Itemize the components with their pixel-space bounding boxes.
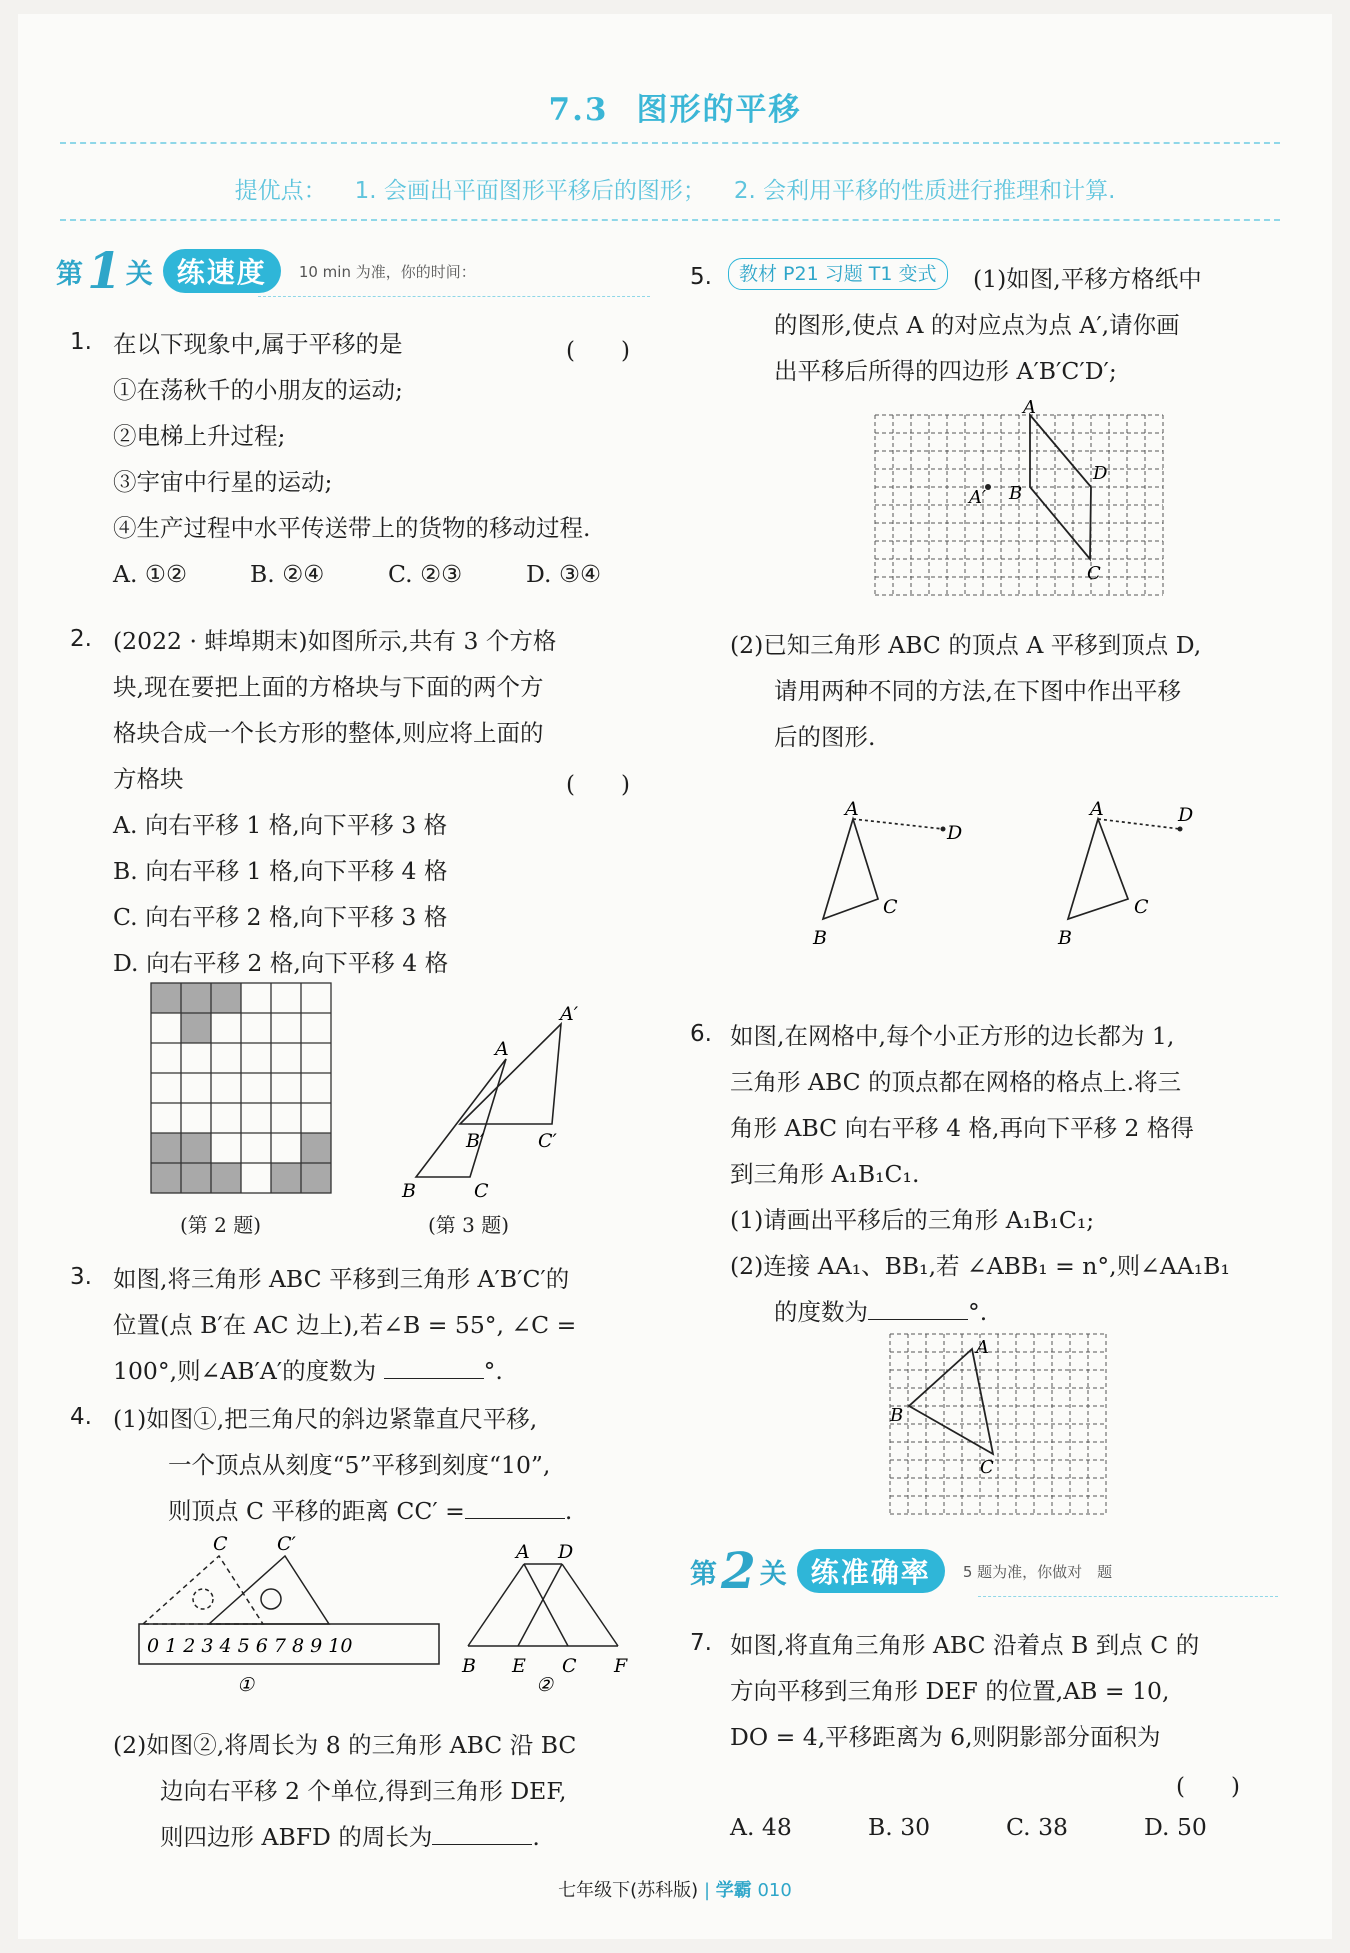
q4-fig2-label-a: A [516,1541,530,1563]
q3-line3-unit: °. [483,1357,503,1385]
q6-grid-figure [888,1329,1108,1529]
section-number: 7.3 [548,92,609,128]
title-divider-top [60,142,1280,144]
section-title: 图形的平移 [636,92,802,128]
section2-num: 2 [721,1541,756,1600]
q4-fig2-label-b: B [462,1655,476,1677]
q6-line: 到三角形 A₁B₁C₁. [730,1160,920,1188]
q2-grid-figure [150,982,332,1194]
q4-fig2-label-d: D [558,1541,574,1563]
q4-line: (2)如图②,将周长为 8 的三角形 ABC 沿 BC [113,1731,577,1759]
q4-fig2-number: ② [536,1674,554,1694]
q6-part1: (1)请画出平移后的三角形 A₁B₁C₁; [730,1206,1095,1234]
footer-grade: 七年级下(苏科版) [558,1880,699,1901]
q3-label-b: B [402,1180,416,1202]
q6-line: 如图,在网格中,每个小正方形的边长都为 1, [730,1022,1175,1050]
tip-label: 提优点： [234,178,327,204]
q7-answer-paren: ( ) [1176,1774,1240,1800]
q3-label-a-prime: A′ [560,1003,579,1025]
q2-option-c: C. 向右平移 2 格,向下平移 3 格 [113,903,448,931]
q5-label-a: A [1023,399,1036,418]
q5-line: 出平移后所得的四边形 A′B′C′D′; [774,357,1117,385]
section1-time-note: 10 min 为准，你的时间： [298,262,476,281]
q2-option-a: A. 向右平移 1 格,向下平移 3 格 [113,811,448,839]
q4-p2-end: . [532,1823,540,1851]
q4-p2-text: 则四边形 ABFD 的周长为 [160,1823,433,1851]
section2-header [690,1541,1113,1600]
footer-separator: | [703,1880,711,1901]
q4-fig1-number: ① [237,1674,255,1694]
q3-triangle-figure [388,999,588,1204]
section2-underline [978,1596,1278,1597]
page-number: 010 [757,1880,792,1901]
q5-fig2b-label-b: B [1058,927,1072,949]
q4-fig1-label-c: C [213,1534,228,1555]
q2-answer-paren: ( ) [566,772,630,798]
q6-number: 6. [690,1021,712,1047]
q6-part2-line1: (2)连接 AA₁、BB₁,若 ∠ABB₁ = n°,则∠AA₁B₁ [730,1252,1230,1280]
q1-option-b: B. ②④ [250,560,325,588]
q7-option-d: D. 50 [1144,1813,1207,1841]
tip-2: 2. 会利用平移的性质进行推理和计算. [733,178,1116,204]
q5-label-b: B [1009,483,1023,504]
q3-line: 如图,将三角形 ABC 平移到三角形 A′B′C′的 [113,1265,570,1293]
q1-option-d: D. ③④ [526,560,602,588]
q5-tag-text: 教材 P21 习题 T1 变式 [728,258,948,290]
q5-label-c: C [1087,563,1101,584]
q4-line: 边向右平移 2 个单位,得到三角形 DEF, [160,1777,567,1805]
section2-di: 第 [690,1558,717,1590]
q1-option-a: A. ①② [113,560,188,588]
q5-triangle-figure-2 [1028,799,1208,949]
section1-guan: 关 [125,258,153,290]
title-divider-bottom [60,219,1280,221]
q6-label-c: C [980,1457,994,1478]
q4-line: (1)如图①,把三角尺的斜边紧靠直尺平移, [113,1405,538,1433]
q5-line: 请用两种不同的方法,在下图中作出平移 [774,677,1181,705]
section1-header [56,241,476,300]
section2-score-note: 5 题为准，你做对 题 [962,1562,1113,1581]
q5-label-d: D [1093,463,1108,484]
q4-fig2-label-e: E [512,1655,526,1677]
q5-fig2a-label-d: D [947,822,963,844]
q5-line: (2)已知三角形 ABC 的顶点 A 平移到顶点 D, [730,631,1202,659]
q1-item: ②电梯上升过程; [113,422,286,450]
q6-answer-blank[interactable] [868,1295,968,1320]
q3-line3-text: 100°,则∠AB′A′的度数为 [113,1357,377,1385]
q6-p2-unit: °. [968,1298,988,1326]
q1-item: ④生产过程中水平传送带上的货物的移动过程. [113,514,591,542]
q5-triangle-figure-1 [793,799,973,949]
q3-label-b-prime: B′ [466,1130,485,1152]
q2-option-d: D. 向右平移 2 格,向下平移 4 格 [113,949,449,977]
q4-line-3 [168,1488,572,1534]
section1-name: 练速度 [163,249,281,293]
q3-line: 位置(点 B′在 AC 边上),若∠B = 55°, ∠C = [113,1311,577,1339]
q1-answer-paren: ( ) [566,338,630,364]
page-title [18,84,1332,129]
q6-line: 三角形 ABC 的顶点都在网格的格点上.将三 [730,1068,1182,1096]
q5-fig2a-label-b: B [813,927,827,949]
q4-p1-text: 则顶点 C 平移的距离 CC′ = [168,1497,465,1525]
q5-line: 的图形,使点 A 的对应点为点 A′,请你画 [774,311,1180,339]
q3-label-a: A [495,1038,509,1060]
q4-p1-answer-blank[interactable] [465,1494,565,1519]
q7-number: 7. [690,1630,712,1656]
q2-number: 2. [70,626,92,652]
q4-translation-figure [458,1534,638,1694]
q1-stem: 在以下现象中,属于平移的是 [113,330,403,358]
q1-item: ①在荡秋千的小朋友的运动; [113,376,403,404]
q5-fig2b-label-d: D [1178,804,1194,826]
q3-figure-caption: (第 3 题) [428,1213,510,1237]
q2-figure-caption: (第 2 题) [180,1213,262,1237]
q5-grid-figure [873,399,1168,599]
section1-num: 1 [87,241,122,300]
q7-line: DO = 4,平移距离为 6,则阴影部分面积为 [730,1723,1161,1751]
tip-line [18,172,1332,205]
q2-option-b: B. 向右平移 1 格,向下平移 4 格 [113,857,448,885]
q7-option-b: B. 30 [868,1813,931,1841]
q5-label-a-prime: A′ [969,487,987,508]
q5-line: (1)如图,平移方格纸中 [973,265,1202,293]
q1-number: 1. [70,329,92,355]
q6-p2-text: 的度数为 [774,1298,868,1326]
q5-fig2b-label-a: A [1090,799,1104,820]
section1-di: 第 [56,258,83,290]
q3-label-c: C [474,1180,489,1202]
footer-brand: 学霸 [715,1880,752,1901]
q4-fig1-label-c-prime: C′ [277,1534,296,1555]
q4-fig2-label-c: C [562,1655,577,1677]
q5-line: 后的图形. [774,723,876,751]
q2-line: 方格块 [113,765,184,793]
section1-underline [258,296,650,297]
q4-ruler-figure [133,1534,445,1694]
q5-fig2b-label-c: C [1134,896,1149,918]
section2-guan: 关 [759,1558,787,1590]
q5-fig2a-label-a: A [845,799,859,820]
q5-number: 5. [690,264,712,290]
workbook-page [18,14,1332,1939]
q6-label-a: A [976,1337,989,1358]
q3-number: 3. [70,1264,92,1290]
q2-line: 格块合成一个长方形的整体,则应将上面的 [113,719,544,747]
tip-1: 1. 会画出平面图形平移后的图形； [354,178,706,204]
section2-name: 练准确率 [797,1549,945,1593]
q6-label-b: B [890,1405,904,1426]
q7-option-c: C. 38 [1006,1813,1068,1841]
q7-option-a: A. 48 [730,1813,792,1841]
q3-line-3 [113,1348,503,1394]
q7-line: 方向平移到三角形 DEF 的位置,AB = 10, [730,1677,1170,1705]
q1-item: ③宇宙中行星的运动; [113,468,333,496]
q7-line: 如图,将直角三角形 ABC 沿着点 B 到点 C 的 [730,1631,1200,1659]
q3-answer-blank[interactable] [384,1354,484,1379]
q4-p1-end: . [564,1497,573,1525]
q4-fig2-label-f: F [614,1655,628,1677]
q5-source-tag [728,258,948,290]
q6-line: 角形 ABC 向右平移 4 格,再向下平移 2 格得 [730,1114,1194,1142]
q2-line: (2022 · 蚌埠期末)如图所示,共有 3 个方格 [113,627,557,655]
q3-label-c-prime: C′ [538,1130,557,1152]
q4-p2-answer-blank[interactable] [432,1820,532,1845]
page-footer [18,1876,1332,1902]
q5-fig2a-label-c: C [883,896,898,918]
q4-p2-line-3 [160,1814,540,1860]
ruler-scale: 0 1 2 3 4 5 6 7 8 9 10 [147,1635,353,1657]
q4-line: 一个顶点从刻度“5”平移到刻度“10”, [168,1451,551,1479]
q2-line: 块,现在要把上面的方格块与下面的两个方 [113,673,544,701]
q4-number: 4. [70,1404,92,1430]
q1-option-c: C. ②③ [388,560,463,588]
